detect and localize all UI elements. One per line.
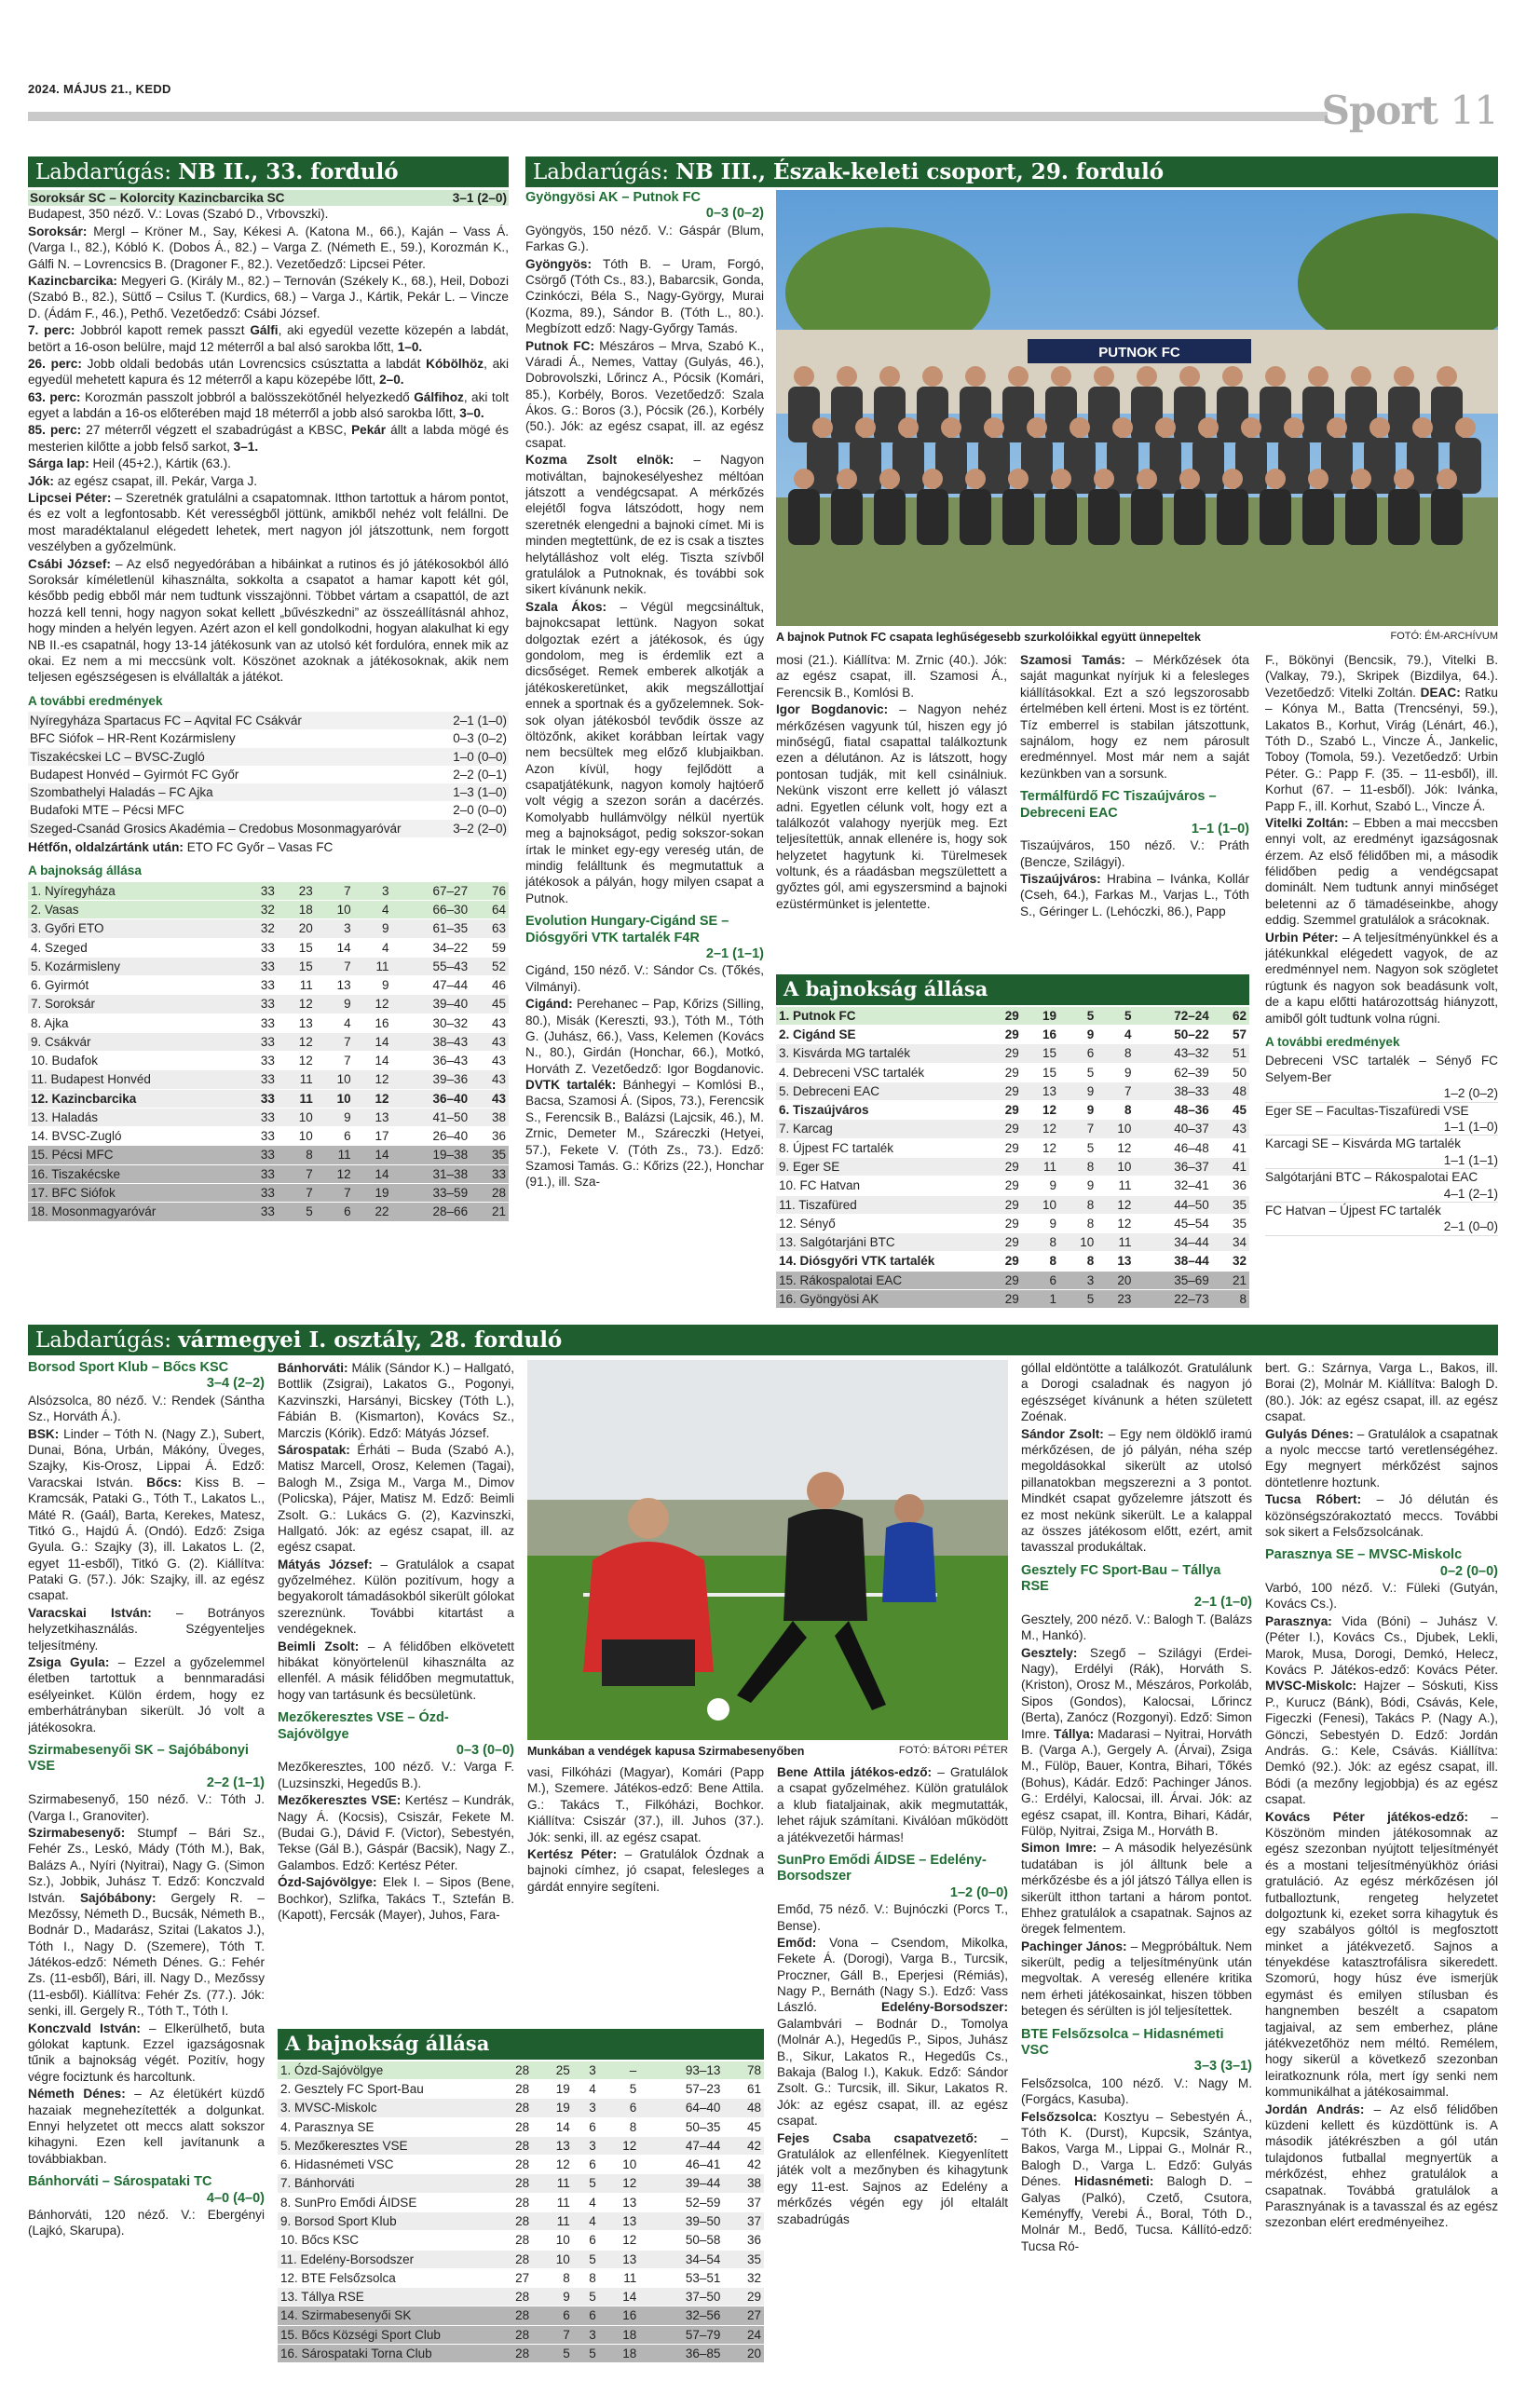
match-score: 3–3 (3–1): [1193, 2059, 1252, 2075]
match-heading: Parasznya SE – MVSC-Miskolc 0–2 (0–0): [1265, 1547, 1498, 1579]
standings-row: 11. Edelény-Borsodszer 28 10 5 13 34–54 35: [278, 2250, 764, 2268]
match-score: 3–4 (2–2): [206, 1376, 265, 1392]
paragraph: Simon Imre: – A második helyezésünk tudatában is jól álltunk bele a mérkőzésbe és a jól játszó Tállya ellen is sikerült itthon tartani a három pontot. Ehhez gratulálok a csapatnak. Sajnos az öregek felmentem.: [1021, 1841, 1252, 1937]
match-heading: Termálfürdő FC Tiszaújváros – Debreceni EAC 1–1 (1–0): [1020, 789, 1249, 837]
paragraph: Parasznya: Vida (Bóni) – Juhász V. (Péter I.), Kovács Cs., Djubek, Lekli, Marok, Musa, Dorogi, Demkó, Helecz, Kovács P. Játékos-edző: Kovács Péter. MVSC-Miskolc: Hajzer – Sóskuti, Kiss P., Kurucz (Bánk), Bódi, Csávás, Kele, Figeczki (Fenesi), Takács P. (Nagy A.), Gönczi, Sebestyén D. Edző: Jordán András. G.: Kele, Csávás. Kiállítva: Demkó (92.). Jók: az egész csapat, ill. Bódi (a mezőny legjobbja) és az egész csapat.: [1265, 1613, 1498, 1807]
match-heading: BTE Felsőzsolca – Hidasnémeti VSC 3–3 (3–1): [1021, 2026, 1252, 2075]
paragraph: 85. perc: 27 méterről végzett el szabadrúgást a KBSC, Pekár állt a labda mögé és mesterien kilőtte a jobb felső sarkot, 3–1.: [28, 423, 509, 454]
page-header: [28, 78, 1498, 132]
standings-row: 4. Parasznya SE 28 14 6 8 50–35 45: [278, 2117, 764, 2136]
standings-row: 4. Debreceni VSC tartalék 29 15 5 9 62–39 50: [776, 1063, 1249, 1082]
putnok-photo-caption: A bajnok Putnok FC csapata leghűségesebb szurkolóikkal együtt ünnepeltek FOTÓ: ÉM-ARCHÍVUM: [776, 631, 1498, 644]
nb2-article: [28, 190, 509, 1294]
standings-row: 5. Kozármisleny 33 15 7 11 55–43 52: [28, 957, 509, 975]
standings-row: 6. Hidasnémeti VSC 28 12 6 10 46–41 42: [278, 2156, 764, 2174]
paragraph: Szirmabesenyő: Stumpf – Bári Sz., Fehér Zs., Leskó, Mády (Tóth M.), Bak, Balázs A., Nyíri (Nyitrai), Nagy G. (Simon Sz.), Jobbik, Juhász T. Edző: Konczvald István. Sajóbábony: Gergely R. – Mezőssy, Németh D., Bucsák, Németh B., Bodnár D., Madarász, Szitai (Lakatos J.), Tóth I., Nagy D. (Szemere), Tóth T. Játékos-edző: Németh Dénes. G.: Fehér Zs. (11-esből), Bári, ill. Nagy D., Mezőssy (11-esből). Kiállítva: Fehér Zs. (77.). Jók: senki, ill. Gergely R., Tóth T., Tóth I.: [28, 1825, 265, 2019]
paragraph: Budapest, 350 néző. V.: Lovas (Szabó D., Vrbovszki).: [28, 207, 329, 222]
standings-row: 10. FC Hatvan 29 9 9 11 32–41 36: [776, 1177, 1249, 1195]
paragraph: Urbin Péter: – A teljesítményünkkel és a játékunkkal elégedett vagyok, de az eredménnyel nem. Nagyon sok szögletet rúgtunk és nagyon sok beadásunk volt, de a kapu előtti határozottság hiányzott, amiből gólt tudtunk volna rúgni.: [1265, 930, 1498, 1026]
standings-row: 3. Győri ETO 32 20 3 9 61–35 63: [28, 919, 509, 938]
nb3-section-header: Labdarúgás: NB III., Észak-keleti csoport, 29. forduló: [525, 156, 1498, 187]
paragraph: 7. perc: Jobbról kapott remek passzt Gálfi, aki egyedül vezette közepén a labdát, betört a 16-oson belülre, majd 12 méterről a bal alsó sarokba lőtt, 1–0.: [28, 323, 509, 354]
standings-row: 5. Debreceni EAC 29 13 9 7 38–33 48: [776, 1082, 1249, 1100]
section-title: Sport 11: [1321, 88, 1498, 133]
paragraph: Gyöngyös: Tóth B. – Uram, Forgó, Csörgő (Tóth Cs., 83.), Babarcsik, Gonda, Czinkóczi, Béla S., Nagy-György, Murai (Kozma, 89.), Sándor B. (Tóth L., 80.). Megbízott edző: Nagy-Győrgy Tamás.: [525, 256, 764, 336]
nb2-standings-title: A bajnokság állása: [28, 864, 142, 878]
standings-row: 6. Gyirmót 33 11 13 9 47–44 46: [28, 976, 509, 995]
match-score: 1–2 (0–0): [949, 1884, 1008, 1900]
match-score: 1–1 (1–0): [1191, 821, 1249, 837]
standings-row: 9. Csákvár 33 12 7 14 38–43 43: [28, 1032, 509, 1051]
page-number: 11: [1450, 88, 1498, 133]
paragraph: Mátyás József: – Gratulálok a csapat győzelméhez. Külön pozitívum, hogy a begyakorolt támadásokból sikerült gólokat szereznünk. További kitartást a vendégeknek.: [278, 1557, 514, 1637]
match-score: 0–3 (0–2): [705, 206, 764, 222]
goalkeeper-photo: [527, 1360, 1008, 1740]
paragraph: bert. G.: Szárnya, Varga L., Bakos, ill. Borai (2), Molnár M. Kiállítva: Balogh D. (80.). Jók: az egész csapat, ill. az egész csapat.: [1265, 1361, 1498, 1424]
standings-row: 12. Kazincbarcika 33 11 10 12 36–40 43: [28, 1089, 509, 1108]
paragraph: Bánhorváti, 120 néző. V.: Ebergényi (Lajkó, Skarupa).: [28, 2207, 265, 2238]
match-heading: Bánhorváti – Sárospataki TC 4–0 (4–0): [28, 2174, 265, 2206]
match-score: 2–2 (1–1): [206, 1775, 265, 1790]
match-heading: Gyöngyösi AK – Putnok FC 0–3 (0–2): [525, 190, 764, 222]
paragraph: Lipcsei Péter: – Szeretnék gratulálni a csapatomnak. Itthon tartottuk a három pontot, és ez volt a legfontosabb. Két verességből jöttünk, amikből nehéz volt felállni. De most maradéktalanul elégedett lehetek, mert nagyon jól játszottunk, nem forgott veszélyben a győzelmünk.: [28, 491, 509, 554]
paragraph: 63. perc: Korozmán passzolt jobbról a balösszekötőnél helyezkedő Gálfihoz, aki tolt egyet a labdán a 16-os előterében majd 18 méterről a jobb alsó sarokba lőtt, 3–0.: [28, 389, 509, 421]
nb3-standings-table: [776, 1007, 1249, 1309]
paragraph: Kertész Péter: – Gratulálok Ózdnak a bajnoki címhez, jó csapat, felesleges a gárdát ennyire segíteni.: [527, 1846, 764, 1894]
paragraph: Cigánd: Perehanec – Pap, Kőrizs (Silling, 80.), Misák (Kereszti, 93.), Tóth M., Tóth G. (Juhász, 66.), Vass, Kelemen (Kovács N., 80.), Girdán (Honchar, 66.), Motkó, Horváth Z. Vezetőedző: Igor Bogdanovic. DVTK tartalék: Bánhegyi – Komlósi B., Bacsa, Szamosi Á. (Sipos, 73.), Ferencsik S., Ferencsik B., Balázsi (Lajcsik, 46.), M. Zrnic, Demeter M., Száreczki (Hetyei, 57.), Fekete V. (Tóth Zs., 73.). Edző: Szamosi Tamás. G.: Kőrizs (22.), Honchar (91.), ill. Sza-: [525, 997, 764, 1190]
standings-row: 8. Ajka 33 13 4 16 30–32 43: [28, 1014, 509, 1032]
standings-row: 2. Gesztely FC Sport-Bau 28 19 4 5 57–23 61: [278, 2080, 764, 2099]
result-line: Debreceni VSC tartalék – Sényő FC Selyem-Ber 1–2 (0–2): [1265, 1053, 1498, 1102]
paragraph: Gulyás Dénes: – Gratulálok a csapatnak a nyolc meccse tartó veretlenségéhez. Egy megnyert mérkőzést sajnos döntetlenre hoztunk.: [1265, 1426, 1498, 1490]
paragraph: Varacskai István: – Botrányos helyzetkihasználás. Szégyenteljes teljesítmény.: [28, 1605, 265, 1653]
paragraph: Bene Attila játékos-edző: – Gratulálok a csapat győzelméhez. Külön gratulálok a klub fiataljainak, akik megmutatták, lehet rájuk számítani. Kiválóan működött a játékvezetői hármas!: [777, 1765, 1008, 1844]
paragraph: Cigánd, 150 néző. V.: Sándor Cs. (Tőkés, Vilmányi).: [525, 963, 764, 994]
result-line: Karcagi SE – Kisvárda MG tartalék 1–1 (1–1): [1265, 1136, 1498, 1169]
paragraph: Emőd, 75 néző. V.: Bujnóczki (Porcs T., Bense).: [777, 1902, 1008, 1933]
megye-column-1: [28, 1360, 265, 2385]
standings-row: 9. Eger SE 29 11 8 10 36–37 41: [776, 1158, 1249, 1177]
standings-row: 2. Cigánd SE 29 16 9 4 50–22 57: [776, 1026, 1249, 1044]
paragraph: Gyöngyös, 150 néző. V.: Gáspár (Blum, Farkas G.).: [525, 223, 764, 254]
paragraph: Sárospatak: Érháti – Buda (Szabó A.), Matisz Marcell, Orosz, Kelemen (Tagai), Balogh M., Zsiga M., Varga M., Dimov (Policska), Pájer, Matisz M. Edző: Beimli Zsolt. G.: Lukács G. (2), Kazvinszki, Hallgató. Jók: az egész csapat, ill. az egész csapat.: [278, 1442, 514, 1555]
result-line: FC Hatvan – Újpest FC tartalék 2–1 (0–0): [1265, 1203, 1498, 1236]
header-rule: [28, 112, 1328, 121]
standings-row: 13. Salgótarjáni BTC 29 8 10 11 34–44 34: [776, 1233, 1249, 1252]
paragraph: Mezőkeresztes VSE: Kertész – Kundrák, Nagy Á. (Kocsis), Csiszár, Fekete M. (Budai G.), Dávid F. (Victor), Sebestyén, Tekse (Gál B.), Gáspár (Bacsik), Nagy Z., Galambos. Edző: Kertész Péter.: [278, 1793, 514, 1872]
paragraph: Mezőkeresztes, 100 néző. V.: Varga F. (Luzsinszki, Hegedűs B.).: [278, 1760, 514, 1790]
nb2-body: [28, 206, 509, 685]
standings-row: 12. BTE Felsőzsolca 27 8 8 11 53–51 32: [278, 2268, 764, 2287]
result-row: Nyíregyháza Spartacus FC – Aqvital FC Csákvár 2–1 (1–0): [28, 712, 509, 729]
standings-row: 15. Rákospalotai EAC 29 6 3 20 35–69 21: [776, 1271, 1249, 1289]
megye-column-4: [777, 1764, 1008, 2385]
paragraph: Gesztely, 200 néző. V.: Balogh T. (Balázs M., Hankó).: [1021, 1612, 1252, 1643]
standings-row: 4. Szeged 33 15 14 4 34–22 59: [28, 938, 509, 957]
nb3-column-3: [1020, 652, 1249, 973]
result-row: Szombathelyi Haladás – FC Ajka 1–3 (1–0): [28, 783, 509, 801]
nb3-standings: [776, 969, 1249, 1309]
paragraph: Kovács Péter játékos-edző: – Köszönöm minden játékosomnak az egész szezonban nyújtott teljesítményét és a mostani teljesítményükhöz óriási gratuláció. Az egész mérkőzésen jól futballoztunk, rengeteg helyzetet dolgoztunk ki, ezeket sorra kihagytuk és egy szabályos góltól is megfosztott minket a játékvezető. Sajnos a tényekdése katasztrofálisra sikeredett. Szomorú, hogy húsz éve ismerjük egymást és emilyen stílusban és hangnemben beszélt a csapatom tagjaival, az sem emberhez, pláne játékvezetőhöz nem méltó. Remélem, hogy sikerül a következő szezonban leiratkoznunk róla, mert így senki nem kommunikálhat a játékosaimmal.: [1265, 1809, 1498, 2100]
standings-row: 3. MVSC-Miskolc 28 19 3 6 64–40 48: [278, 2099, 764, 2117]
paragraph: Beimli Zsolt: – A félidőben elkövetett hibákat könyörtelenül kihasználta az ellenfél. A másik félidőben megmutattuk, hogy van tartásunk és becsületünk.: [278, 1639, 514, 1702]
paragraph: Szamosi Tamás: – Mérkőzések óta saját magunkat nyírjuk ki a felesleges kiállításokkal. Ezt a szó legszorosabb értelmében kell érteni. Most is ez történt. Tíz emberrel is stabilan játszottunk, sajnálom, hogy ez nem párosult eredménnyel. Most már nem a saját kezünkben van a sorsunk.: [1020, 653, 1249, 781]
standings-row: 5. Mezőkeresztes VSE 28 13 3 12 47–44 42: [278, 2136, 764, 2155]
svg-text:PUTNOK FC: PUTNOK FC: [1098, 345, 1180, 361]
paragraph: Felsőzsolca: Kosztyu – Sebestyén Á., Tóth K. (Durst), Kupcsik, Szántya, Bakos, Varga M., Lippai G., Molnár R., Balogh D., Varga L. Edző: Gulyás Dénes. Hidasnémeti: Balogh D. – Galyas (Palkó), Czető, Csutora, Keményffy, Verebi Á., Boral, Tóth D., Molnár M., Bedő, Tucsa. Kállító-edző: Tucsa Ró-: [1021, 2109, 1252, 2253]
nb2-monday-note: Hétfőn, oldalzártánk után: ETO FC Győr – Vasas FC: [28, 839, 334, 854]
paragraph: Tiszaújváros, 150 néző. V.: Práth (Bencze, Szilágyi).: [1020, 838, 1249, 869]
paragraph: mosi (21.). Kiállítva: M. Zrnic (40.). Jók: az egész csapat, ill. Szamosi Á., Ferencsik B., Komlósi B.: [776, 653, 1007, 700]
standings-row: 14. BVSC-Zugló 33 10 6 17 26–40 36: [28, 1127, 509, 1146]
paragraph: 26. perc: Jobb oldali bedobás után Lovrencsics csúsztatta a labdát Kóbölhöz, aki egyedül mehetett kapura és 12 méterről a kapu közepébe lőtt, 2–0.: [28, 356, 509, 388]
paragraph: F., Bökönyi (Bencsik, 79.), Vitelki B. (Valkay, 79.), Skripek (Bizdilya, 64.). Vezetőedző: Vitelki Zoltán. DEAC: Ratku – Kónya M., Batta (Trencsényi, 59.), Lakatos B., Korhut, Virág (Lénárt, 46.), Tóth D., Szabó L., Vincze Á., Jankelic, Toboy (Tomola, 59.). Vezetőedző: Urbin Péter. G.: Papp F. (35. – 11-esből), ill. Korhut (67. – 11-esből). Jók: Ivánka, Papp F., ill. Korhut, Szabó L., Vincze Á.: [1265, 653, 1498, 813]
paragraph: Sándor Zsolt: – Egy nem öldöklő iramú mérkőzésen, de jó pályán, néha szép megoldásokkal sikerült az utolsó pillanatokban megszerezni a 3 pontot. Mindkét csapat győzelemre játszott és ez most nekünk sikerült. Le a kalappal az összes játékosom előtt, ezért, amit tavasszal produkáltak.: [1021, 1426, 1252, 1555]
paragraph: Kazincbarcika: Megyeri G. (Király M., 82.) – Ternován (Székely K., 68.), Heil, Dobozi (Szabó B., 82.), Süttő – Csilus T. (Kurdics, 68.) – Varga J., Kártik, Pekár L. – Vincze D. (Ádám F., 46.), Pethő. Vezetőedző: Csábi József.: [28, 273, 509, 320]
paragraph: Felsőzsolca, 100 néző. V.: Nagy M. (Forgács, Kasuba).: [1021, 2075, 1252, 2107]
megye-column-6: [1265, 1360, 1498, 2385]
standings-row: 14. Diósgyőri VTK tartalék 29 8 8 13 38–44 32: [776, 1252, 1249, 1271]
nb2-headline-match: Soroksár SC – Kolorcity Kazincbarcika SC 3–1 (2–0): [30, 191, 507, 205]
paragraph: vasi, Filkóházi (Magyar), Komári (Papp M.), Szemere. Játékos-edző: Bene Attila. G.: Takács T., Filkóházi, Bochkor. Kiállítva: Csiszár (37.), ill. Juhos (37.). Jók: senki, ill. az egész csapat.: [527, 1765, 764, 1844]
paragraph: góllal eldöntötte a találkozót. Gratulálunk a Dorogi csaladnak és nagyon jó egészséget kívánunk a héten született Zoénak.: [1021, 1361, 1252, 1424]
standings-row: 14. Szirmabesenyői SK 28 6 6 16 32–56 27: [278, 2306, 764, 2325]
standings-row: 10. Bőcs KSC 28 10 6 12 50–58 36: [278, 2231, 764, 2250]
putnok-team-photo: [776, 190, 1498, 626]
nb3-column-4: [1265, 652, 1498, 1295]
megye-standings-table: [278, 2061, 764, 2363]
standings-row: 11. Tiszafüred 29 10 8 12 44–50 35: [776, 1195, 1249, 1214]
paragraph: Emőd: Vona – Csendom, Mikolka, Fekete Á. (Dorogi), Varga B., Turcsik, Proczner, Gáll B., Eperjesi (Rémiás), Nagy P., Bernáth (Nagy S.). Edző: Vass László. Edelény-Borsodszer: Galambvári – Bodnár D., Tomolya (Molnár A.), Hegedűs P., Sipos, Juhász B., Sikur, Lakatos R., Hegedűs Cs., Bakaja (Balog I.), Kakuk. Edző: Sándor Zsolt. G.: Turcsik, ill. Sikur, Lakatos R. Jók: az egész csapat, ill. az egész csapat.: [777, 1935, 1008, 2129]
paragraph: Zsiga Gyula: – Ezzel a győzelemmel életben tartottuk a bennmaradási esélyeinket. Külön érdem, hogy ez emberhátrányban sikerült. Jó volt a játékosokra.: [28, 1655, 265, 1735]
paragraph: Soroksár: Mergl – Kröner M., Say, Kékesi A. (Katona M., 66.), Kaján – Vass Á. (Varga I., 82.), Kóbló K. (Dobos Á., 82.) – Varga Z. (Németh E., 59.), Korozmán K., Gálfi N. – Lovrencsics B. (Dragoner F., 82.). Vezetőedző: Lipcsei Péter.: [28, 224, 509, 271]
result-line: Eger SE – Facultas-Tiszafüredi VSE 1–1 (1–0): [1265, 1103, 1498, 1136]
match-heading: Szirmabesenyői SK – Sajóbábonyi VSE 2–2 (1–1): [28, 1742, 265, 1790]
standings-row: 18. Mosonmagyaróvár 33 5 6 22 28–66 21: [28, 1203, 509, 1221]
paragraph: Tiszaújváros: Hrabina – Ivánka, Kollár (Cseh, 64.), Farkas M., Varjas L., Tóth S., Géringer L. (Lehóczki, 86.), Papp: [1020, 872, 1249, 918]
paragraph: Vitelki Zoltán: – Ebben a mai meccsben ennyi volt, az eredményt igazságosnak érzem. Az első félidőben mi, a második félidőben pedig a vendégcsapat dominált. Nem tudtunk annyi minőséget beletenni az ő tämadéseinkbe, ahogy eddig. Szemmel gratulálok a srácoknak.: [1265, 815, 1498, 928]
goalkeeper-photo-caption: Munkában a vendégek kapusa Szirmabesenyőben FOTÓ: BÁTORI PÉTER: [527, 1745, 1008, 1758]
standings-row: 6. Tiszaújváros 29 12 9 8 48–36 45: [776, 1101, 1249, 1120]
standings-row: 2. Vasas 32 18 10 4 66–30 64: [28, 901, 509, 919]
match-score: 2–1 (1–0): [1193, 1595, 1252, 1611]
standings-row: 1. Nyíregyháza 33 23 7 3 67–27 76: [28, 882, 509, 901]
paragraph: Németh Dénes: – Az életükért küzdő hazaiak megnehezítették a dolgunkat. Ennyi helyzetet ott meccs alatt sokszor kihagyni. Ezen kell javítanunk a továbbiakban.: [28, 2087, 265, 2166]
standings-row: 11. Budapest Honvéd 33 11 10 12 39–36 43: [28, 1070, 509, 1089]
match-score: 0–2 (0–0): [1439, 1563, 1498, 1579]
paragraph: Tucsa Róbert: – Jó délután és közönségszórakoztató meccs. További sok sikert a Felsőzsolcának.: [1265, 1492, 1498, 1539]
nb2-results-table: [28, 712, 509, 837]
paragraph: Bánhorváti: Málik (Sándor K.) – Hallgató, Bottlik (Zsigrai), Lakatos G., Pogonyi, Kazvinszki, Harsányi, Bicskey (Tóth L.), Fábián B. (Kismarton), Kovács Sz., Marczis (Kórik). Edző: Mátyás József.: [278, 1361, 514, 1440]
standings-row: 8. SunPro Emődi ÁIDSE 28 11 4 13 52–59 37: [278, 2193, 764, 2211]
paragraph: Putnok FC: Mészáros – Mrva, Szabó K., Váradi Á., Nemes, Vattay (Gulyás, 46.), Dobrovolszki, Lőrincz A., Pócsik (Komári, 85.), Korbély, Boros. Vezetőedző: Szala Ákos. G.: Boros (3.), Pócsik (26.), Korbély (50.). Jók: az egész csapat, ill. az egész csapat.: [525, 338, 764, 450]
standings-row: 16. Gyöngyösi AK 29 1 5 23 22–73 8: [776, 1289, 1249, 1308]
match-score: 4–0 (4–0): [206, 2190, 265, 2206]
standings-row: 13. Tállya RSE 28 9 5 14 37–50 29: [278, 2288, 764, 2306]
standings-row: 7. Soroksár 33 12 9 12 39–40 45: [28, 995, 509, 1014]
result-row: Szeged-Csanád Grosics Akadémia – Credobus Mosonmagyaróvár 3–2 (2–0): [28, 820, 509, 837]
nb2-standings-table: [28, 882, 509, 1222]
result-row: Budafoki MTE – Pécsi MFC 2–0 (0–0): [30, 803, 507, 818]
standings-row: 9. Borsod Sport Klub 28 11 4 13 39–50 37: [278, 2212, 764, 2231]
standings-row: 16. Sárospataki Torna Club 28 5 5 18 36–85 20: [278, 2344, 764, 2362]
paragraph: BSK: Linder – Tóth N. (Nagy Z.), Subert, Dunai, Bóna, Urbán, Mákóny, Üveges, Szajky, Kis-Orosz, Lippai Á. Edző: Varacskai István. Bőcs: Kiss B. – Kramcsák, Pataki G., Tóth T., Lakatos L., Máté R. (Gaál), Barta, Kerekes, Matesz, Titkó G., Hajdú Á. (Ondó). Edző: Zsiga Gyula. G.: Szajky (3), ill. Lakatos L. (2, egyet 11-esből), Titkó G. (2). Kiállítva: Pataki G. (57.). Jók: Szajky, ill. az egész csapat.: [28, 1426, 265, 1603]
standings-row: 12. Sényő 29 9 8 12 45–54 35: [776, 1214, 1249, 1232]
paragraph: Csábi József: – Az első negyedórában a hibáinkat a rutinos és jó játékosokból álló Soroksár kíméletlenül kihasználta, sokkolta a csapatot a hamar kapott két gól, később pedig ebből már nem tudtunk visszajönni. Többet vártam a csapattól, de azt hozzá kell tenni, hogy nagyon sokat kellett „bűvészkedni” az összeállításnál ahhoz, hogy minden a helyén legyen. Azért azon el kell gondolkodni, hogyan alakulhat ki egy NB II.-es csapatnál, hogy 13-14 játékosunk van az utolsó két fordulóra, ennek mik az okai. Ez nem a mi meccsünk volt. Köszönet azoknak a játékosoknak, akik nem teljesen egészségesen is elvállalták a játékot.: [28, 556, 509, 685]
match-heading: Mezőkeresztes VSE – Ózd-Sajóvölgye 0–3 (0–0): [278, 1710, 514, 1758]
megye-column-3: [527, 1764, 764, 2025]
megye-standings-title: A bajnokság állása: [278, 2029, 764, 2060]
result-row: Budapest Honvéd – Gyirmót FC Győr 2–2 (0–1): [30, 767, 507, 782]
paragraph: Gesztely: Szegő – Szilágyi (Erdei-Nagy), Erdélyi (Rák), Horváth S. (Kriston), Orosz M., Mészáros, Porkoláb, Sipos (Gondos), Kalocsai, Lőrincz (Berta), Zanócz (Rozgonyi). Edző: Simon Imre. Tállya: Madarasi – Nyitrai, Horváth B. (Varga A.), Gergely A. (Árvai), Zsiga M., Fülöp, Bauer, Kontra, Bihari, Tőkés (Bohus), Kádár. Edző: Pachinger János. G.: Erdélyi, Kalocsai, ill. Árvai. Jók: az egész csapat, ill. Kontra, Bihari, Kádár, Fülöp, Nyitrai, Zsiga M., Horváth B.: [1021, 1645, 1252, 1838]
paragraph: Sárga lap: Heil (45+2.), Kártik (63.).: [28, 456, 231, 471]
match-heading: Evolution Hungary-Cigánd SE – Diósgyőri VTK tartalék F4R 2–1 (1–1): [525, 914, 764, 961]
megye-column-5: [1021, 1360, 1252, 2385]
standings-row: 16. Tiszakécske 33 7 12 14 31–38 33: [28, 1164, 509, 1183]
paragraph: Szala Ákos: – Végül megcsináltuk, bajnokcsapat lettünk. Nagyon sokat dolgoztak ezért a játékosok, és úgy gondolom, meg is érdemlik ezt a dicsőséget. Remek emberek alkotják a játékoskeretünket, akik megszállottjaí ennek a sportnak és a győzelemnek. Sok-sok olyan játékosból tevődik össze az öltözőnk, akiket korábban leírtak vagy nem becsültek meg előző klubjaikban. Azon kívül, hogy fejlődött a csapatjátékunk, nagyon komoly hajtóerő volt végig a szezon során a dacérzés. Komolyabb hullámvölgy nélkül nyertük meg a bajnokságot, pedig sokszor-sokan írtak le minket egy-egy vereség után, de mindig felálltunk és megmutattuk a játékosok a pályán, hogy milyen csapat a Putnok.: [525, 599, 764, 905]
team-photo-illustration: [776, 190, 1498, 626]
standings-row: 7. Bánhorváti 28 11 5 12 39–44 38: [278, 2174, 764, 2193]
standings-row: 13. Haladás 33 10 9 13 41–50 38: [28, 1108, 509, 1126]
paragraph: Konczvald István: – Elkerülhető, buta gólokat kaptunk. Ezzel igazságosnak tűnik a bajnokság végét. Pozitív, hogy végre fociztunk és harcoltunk.: [28, 2020, 265, 2084]
issue-date: 2024. MÁJUS 21., KEDD: [28, 82, 171, 96]
standings-row: 3. Kisvárda MG tartalék 29 15 6 8 43–32 51: [776, 1044, 1249, 1063]
match-photo-illustration: [527, 1360, 1008, 1740]
match-score: 2–1 (1–1): [705, 946, 764, 961]
nb3-column-1: [525, 190, 764, 1294]
paragraph: Ózd-Sajóvölgye: Elek I. – Sipos (Bene, Bochkor), Szlifka, Takács T., Sztefán B. (Kapott), Fercsák (Mayer), Juhos, Fara-: [278, 1875, 514, 1922]
paragraph: Alsózsolca, 80 néző. V.: Rendek (Sántha Sz., Horváth Á.).: [28, 1393, 265, 1424]
standings-row: 7. Karcag 29 12 7 10 40–37 43: [776, 1120, 1249, 1138]
result-row: Tiszakécskei LC – BVSC-Zugló 1–0 (0–0): [28, 748, 509, 766]
match-heading: Gesztely FC Sport-Bau – Tállya RSE 2–1 (1–0): [1021, 1562, 1252, 1611]
match-heading: SunPro Emődi ÁIDSE – Edelény-Borsodszer 1–2 (0–0): [777, 1852, 1008, 1900]
megye-standings: [278, 2023, 764, 2363]
standings-row: 15. Bőcs Községi Sport Club 28 7 3 18 57–79 24: [278, 2325, 764, 2344]
result-line: Salgótarjáni BTC – Rákospalotai EAC 4–1 (2–1): [1265, 1169, 1498, 1203]
match-score: 0–3 (0–0): [456, 1742, 514, 1758]
standings-row: 15. Pécsi MFC 33 8 11 14 19–38 35: [28, 1146, 509, 1164]
megye-column-2: [278, 1360, 514, 2026]
standings-row: 17. BFC Siófok 33 7 7 19 33–59 28: [28, 1184, 509, 1203]
paragraph: Kozma Zsolt elnök: – Nagyon motiváltan, bajnokesélyeshez méltóan játszott a vendégcsapat. A mérkőzés elejétől fogva látszódott, hogy nem szeretnék elengedni a bajnoki címet. Mi is minden megtettünk, de ez is csak a tisztes helytálláshoz volt elég. Tiszta szívből gratulálok a Putnoknak, és további sok sikert kívánunk nekik.: [525, 453, 764, 597]
standings-row: 1. Ózd-Sajóvölgye 28 25 3 – 93–13 78: [278, 2061, 764, 2080]
paragraph: Jók: az egész csapat, ill. Pekár, Varga J.: [28, 473, 258, 488]
nb3-standings-title: A bajnokság állása: [776, 974, 1249, 1005]
paragraph: Szirmabesenyő, 150 néző. V.: Tóth J. (Varga I., Granoviter).: [28, 1792, 265, 1823]
standings-row: 10. Budafok 33 12 7 14 36–43 43: [28, 1052, 509, 1070]
standings-row: 8. Újpest FC tartalék 29 12 5 12 46–48 41: [776, 1138, 1249, 1157]
subheading: A további eredmények: [1265, 1034, 1400, 1049]
nb3-column-2: [776, 652, 1007, 973]
nb2-section-header: Labdarúgás: NB II., 33. forduló: [28, 156, 509, 187]
standings-row: 1. Putnok FC 29 19 5 5 72–24 62: [776, 1007, 1249, 1026]
paragraph: Jordán András: – Az első félidőben küzdeni kellett és küzdöttünk is. A második játékrészben a gól után tulajdonos futballal megnyertük a mérkőzést, ehhez gratulálok a csapatnak. Továbbá gratulálok a Parasznyának is a tavasszal és az egész szezonban elért eredményeihez.: [1265, 2102, 1498, 2230]
nb2-results-title: A további eredmények: [28, 693, 163, 708]
paragraph: Pachinger János: – Megpróbáltuk. Nem sikerült, pedig a teljesítményünk után megvoltak. A vereség ellenére kritika nem érheti játékosainkat, hiszen többen betegen és sérülten is jól teljesítettek.: [1021, 1939, 1252, 2019]
paragraph: Igor Bogdanovic: – Nagyon nehéz mérkőzésen vagyunk túl, hiszen egy jó minőségű, fiatal csapattal találkoztunk ezen a délutánon. Az is látszott, hogy pontosan tudják, mit kell csinálniuk. Nekünk viszont erre kellett jó választ adni. Egyetlen célunk volt, hogy ezt a találkozót valahogy nyerjük meg. Ezt teljesítettük, annak ellenére is, hogy sok helyzetet hagytunk ki. Türelmesek voltunk, és a ráadásban megszülettett a győztes gól, ami egyszersmind a bajnoki ezüstérmünket is jelentette.: [776, 702, 1007, 911]
paragraph: Varbó, 100 néző. V.: Füleki (Gutyán, Kovács Cs.).: [1265, 1581, 1498, 1612]
match-heading: Borsod Sport Klub – Bőcs KSC 3–4 (2–2): [28, 1360, 265, 1392]
result-row: BFC Siófok – HR-Rent Kozármisleny 0–3 (0–2): [30, 731, 507, 746]
paragraph: Fejes Csaba csapatvezető: – Gratulálok az ellenfélnek. Kiegyenlített játék volt a mezőnyben és kihagytunk egy 11-est. Sajnos az Edelény a mérkőzés végén egy jól eltalált szabadrúgás: [777, 2130, 1008, 2226]
megye-section-header: Labdarúgás: vármegyei I. osztály, 28. forduló: [28, 1325, 1498, 1355]
